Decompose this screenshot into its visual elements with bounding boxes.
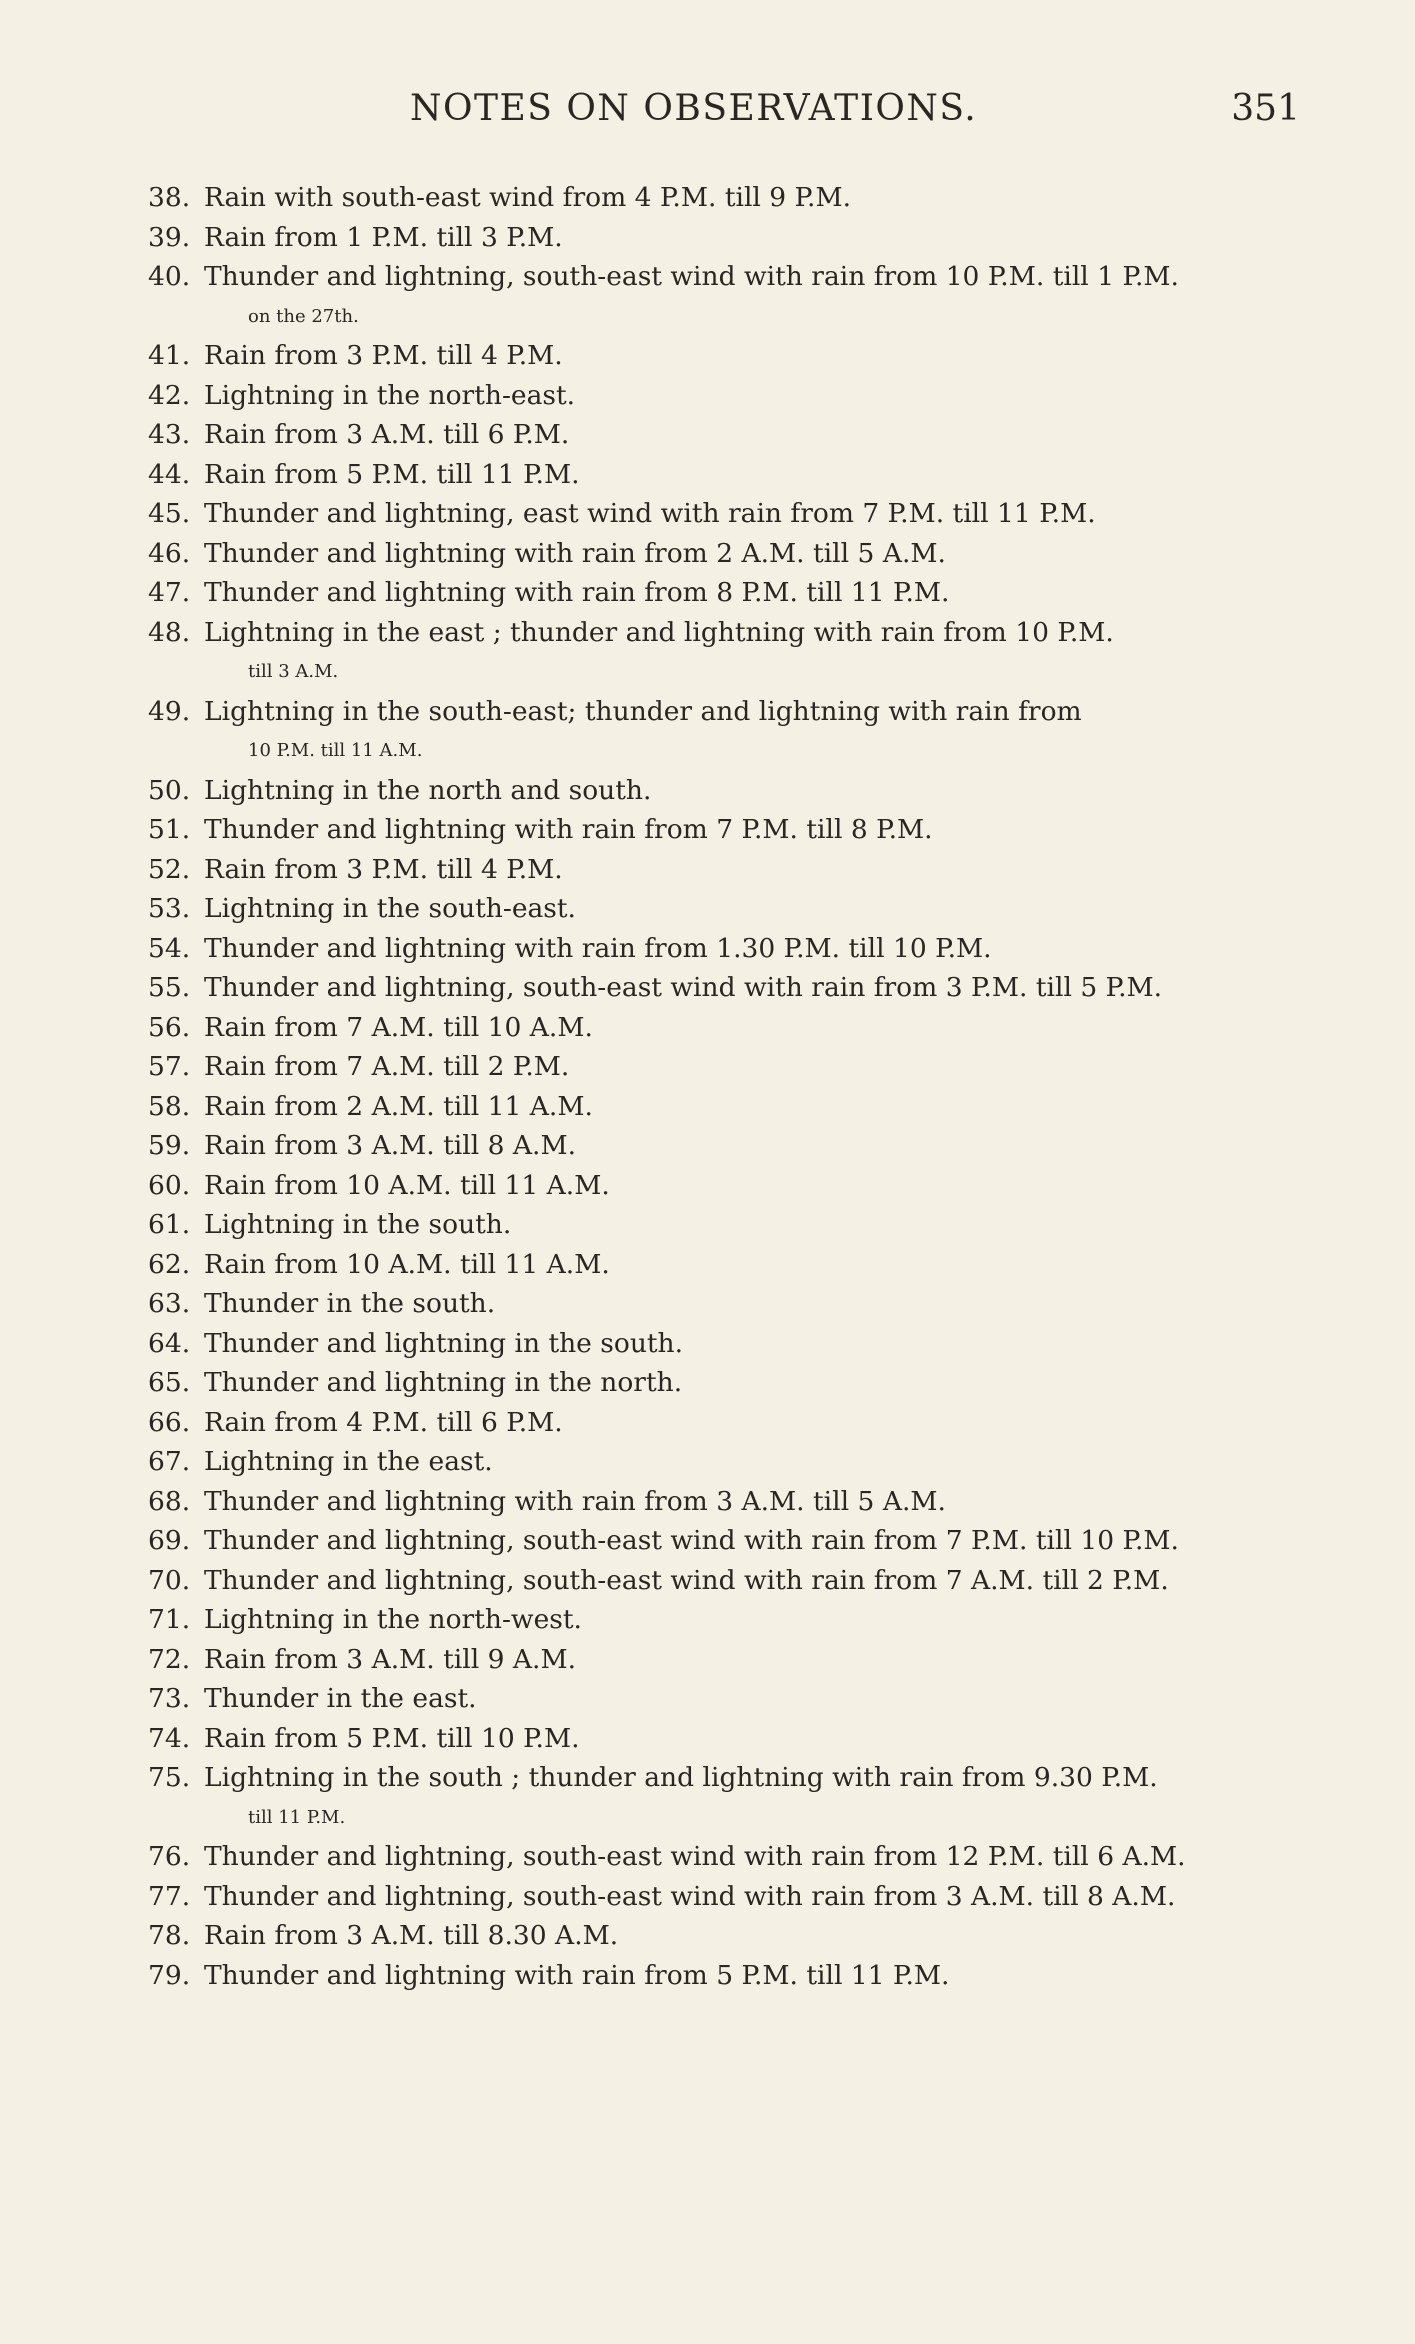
note-text-continuation: 10 P.M. till 11 A.M.: [248, 740, 423, 761]
note-text: Rain from 7 A.M. till 10 A.M.: [204, 1011, 593, 1043]
note-text: Lightning in the north-west.: [204, 1604, 582, 1635]
note-item: [148, 1284, 1308, 1324]
note-item: [148, 810, 1308, 850]
note-number: 43.: [148, 419, 191, 450]
note-number: 73.: [148, 1683, 191, 1714]
note-text: Rain from 10 A.M. till 11 A.M.: [204, 1169, 610, 1201]
note-number: 79.: [148, 1959, 191, 1991]
note-text: Thunder and lightning with rain from 2 A.M. till 5 A.M.: [204, 537, 946, 569]
note-number: 71.: [148, 1604, 191, 1635]
note-item: [148, 376, 1308, 416]
note-number: 55.: [148, 972, 191, 1003]
note-item: [148, 1758, 1308, 1837]
note-item: [148, 1640, 1308, 1680]
note-text: Thunder in the east.: [204, 1683, 477, 1714]
note-item: [148, 889, 1308, 929]
note-number: 49.: [148, 695, 191, 727]
note-text-continuation: till 3 A.M.: [248, 661, 339, 682]
note-text: Lightning in the south-east.: [204, 893, 576, 924]
note-item: [148, 1956, 1308, 1996]
note-item: [148, 494, 1308, 534]
note-number: 76.: [148, 1841, 191, 1872]
note-number: 52.: [148, 853, 191, 885]
note-item: [148, 218, 1308, 258]
note-number: 72.: [148, 1643, 191, 1675]
note-item: [148, 968, 1308, 1008]
note-number: 60.: [148, 1169, 191, 1201]
note-text: Thunder and lightning, south-east wind with rain from 10 P.M. till 1 P.M.: [204, 261, 1179, 292]
note-text: Rain from 2 A.M. till 11 A.M.: [204, 1090, 593, 1122]
note-text: Thunder in the south.: [204, 1288, 496, 1319]
note-number: 63.: [148, 1288, 191, 1319]
note-number: 42.: [148, 379, 191, 411]
note-number: 47.: [148, 577, 191, 608]
note-item: [148, 1561, 1308, 1601]
note-number: 70.: [148, 1564, 191, 1596]
note-item: [148, 1008, 1308, 1048]
note-number: 78.: [148, 1920, 191, 1951]
note-number: 67.: [148, 1446, 191, 1477]
note-text: Lightning in the north and south.: [204, 774, 652, 806]
note-number: 39.: [148, 221, 191, 253]
note-text: Rain from 7 A.M. till 2 P.M.: [204, 1051, 570, 1082]
page-title: NOTES ON OBSERVATIONS.: [410, 88, 978, 129]
note-text: Thunder and lightning, south-east wind with rain from 7 P.M. till 10 P.M.: [204, 1525, 1179, 1556]
note-item: [148, 1877, 1308, 1917]
note-text: Thunder and lightning in the north.: [204, 1367, 683, 1398]
note-number: 44.: [148, 458, 191, 490]
note-item: [148, 1679, 1308, 1719]
note-text: Rain from 3 A.M. till 8 A.M.: [204, 1130, 577, 1161]
note-item: [148, 929, 1308, 969]
note-item: [148, 1245, 1308, 1285]
note-text: Thunder and lightning, south-east wind with rain from 7 A.M. till 2 P.M.: [204, 1564, 1169, 1596]
note-item: [148, 415, 1308, 455]
note-number: 46.: [148, 537, 191, 569]
note-item: [148, 1205, 1308, 1245]
note-number: 54.: [148, 932, 191, 964]
note-item: [148, 1363, 1308, 1403]
note-number: 57.: [148, 1051, 191, 1082]
note-item: [148, 1482, 1308, 1522]
note-text: Thunder and lightning with rain from 1.30 P.M. till 10 P.M.: [204, 932, 992, 964]
note-text: Rain with south-east wind from 4 P.M. till 9 P.M.: [204, 182, 852, 213]
note-number: 77.: [148, 1880, 191, 1912]
note-item: [148, 771, 1308, 811]
note-number: 69.: [148, 1525, 191, 1556]
note-number: 45.: [148, 498, 191, 529]
note-text: Rain from 3 P.M. till 4 P.M.: [204, 853, 563, 885]
note-item: [148, 1521, 1308, 1561]
note-number: 74.: [148, 1722, 191, 1754]
note-item: [148, 1916, 1308, 1956]
note-text: Thunder and lightning with rain from 8 P.M. till 11 P.M.: [204, 577, 950, 608]
note-number: 68.: [148, 1485, 191, 1517]
note-text: Thunder and lightning, east wind with rain from 7 P.M. till 11 P.M.: [204, 498, 1096, 529]
note-text: Thunder and lightning, south-east wind with rain from 12 P.M. till 6 A.M.: [204, 1841, 1186, 1872]
note-item: [148, 613, 1308, 692]
note-number: 64.: [148, 1327, 191, 1359]
note-text: Rain from 5 P.M. till 11 P.M.: [204, 458, 580, 490]
note-text: Rain from 1 P.M. till 3 P.M.: [204, 221, 563, 253]
note-number: 56.: [148, 1011, 191, 1043]
note-number: 62.: [148, 1248, 191, 1280]
note-item: [148, 1719, 1308, 1759]
note-text: Thunder and lightning, south-east wind with rain from 3 A.M. till 8 A.M.: [204, 1880, 1176, 1912]
note-item: [148, 1126, 1308, 1166]
note-item: [148, 1442, 1308, 1482]
note-number: 58.: [148, 1090, 191, 1122]
note-number: 65.: [148, 1367, 191, 1398]
note-item: [148, 336, 1308, 376]
note-item: [148, 1047, 1308, 1087]
note-text: Rain from 4 P.M. till 6 P.M.: [204, 1406, 563, 1438]
note-text: Lightning in the east.: [204, 1446, 493, 1477]
note-text: Rain from 3 A.M. till 9 A.M.: [204, 1643, 577, 1675]
note-text: Thunder and lightning with rain from 3 A.M. till 5 A.M.: [204, 1485, 946, 1517]
note-item: [148, 1600, 1308, 1640]
note-number: 48.: [148, 616, 191, 648]
note-item: [148, 1324, 1308, 1364]
note-item: [148, 692, 1308, 771]
note-number: 40.: [148, 261, 191, 292]
note-item: [148, 534, 1308, 574]
note-item: [148, 1837, 1308, 1877]
note-text-continuation: on the 27th.: [248, 305, 359, 327]
notes-list: [148, 178, 1308, 1995]
note-item: [148, 178, 1308, 218]
note-text: Thunder and lightning with rain from 7 P.M. till 8 P.M.: [204, 814, 933, 845]
note-text: Rain from 3 P.M. till 4 P.M.: [204, 340, 563, 371]
note-text: Lightning in the east ; thunder and lightning with rain from 10 P.M.: [204, 616, 1114, 648]
note-text: Lightning in the north-east.: [204, 379, 576, 411]
note-text: Lightning in the south-east; thunder and lightning with rain from: [204, 695, 1082, 727]
note-text: Rain from 10 A.M. till 11 A.M.: [204, 1248, 610, 1280]
note-text: Rain from 5 P.M. till 10 P.M.: [204, 1722, 580, 1754]
note-item: [148, 257, 1308, 336]
note-number: 50.: [148, 774, 191, 806]
note-text-continuation: till 11 P.M.: [248, 1806, 346, 1828]
note-number: 61.: [148, 1209, 191, 1240]
note-text: Rain from 3 A.M. till 8.30 A.M.: [204, 1920, 619, 1951]
note-text: Thunder and lightning in the south.: [204, 1327, 684, 1359]
page-number: 351: [1231, 88, 1300, 129]
note-number: 59.: [148, 1130, 191, 1161]
note-text: Thunder and lightning, south-east wind with rain from 3 P.M. till 5 P.M.: [204, 972, 1163, 1003]
note-item: [148, 455, 1308, 495]
note-number: 53.: [148, 893, 191, 924]
running-head: [150, 88, 1300, 138]
note-item: [148, 850, 1308, 890]
note-item: [148, 1166, 1308, 1206]
note-text: Thunder and lightning with rain from 5 P.M. till 11 P.M.: [204, 1959, 950, 1991]
note-text: Lightning in the south ; thunder and lightning with rain from 9.30 P.M.: [204, 1762, 1158, 1793]
note-text: Lightning in the south.: [204, 1209, 512, 1240]
note-item: [148, 1403, 1308, 1443]
note-number: 41.: [148, 340, 191, 371]
note-item: [148, 573, 1308, 613]
note-number: 66.: [148, 1406, 191, 1438]
note-number: 51.: [148, 814, 191, 845]
note-number: 75.: [148, 1762, 191, 1793]
note-item: [148, 1087, 1308, 1127]
note-number: 38.: [148, 182, 191, 213]
note-text: Rain from 3 A.M. till 6 P.M.: [204, 419, 570, 450]
